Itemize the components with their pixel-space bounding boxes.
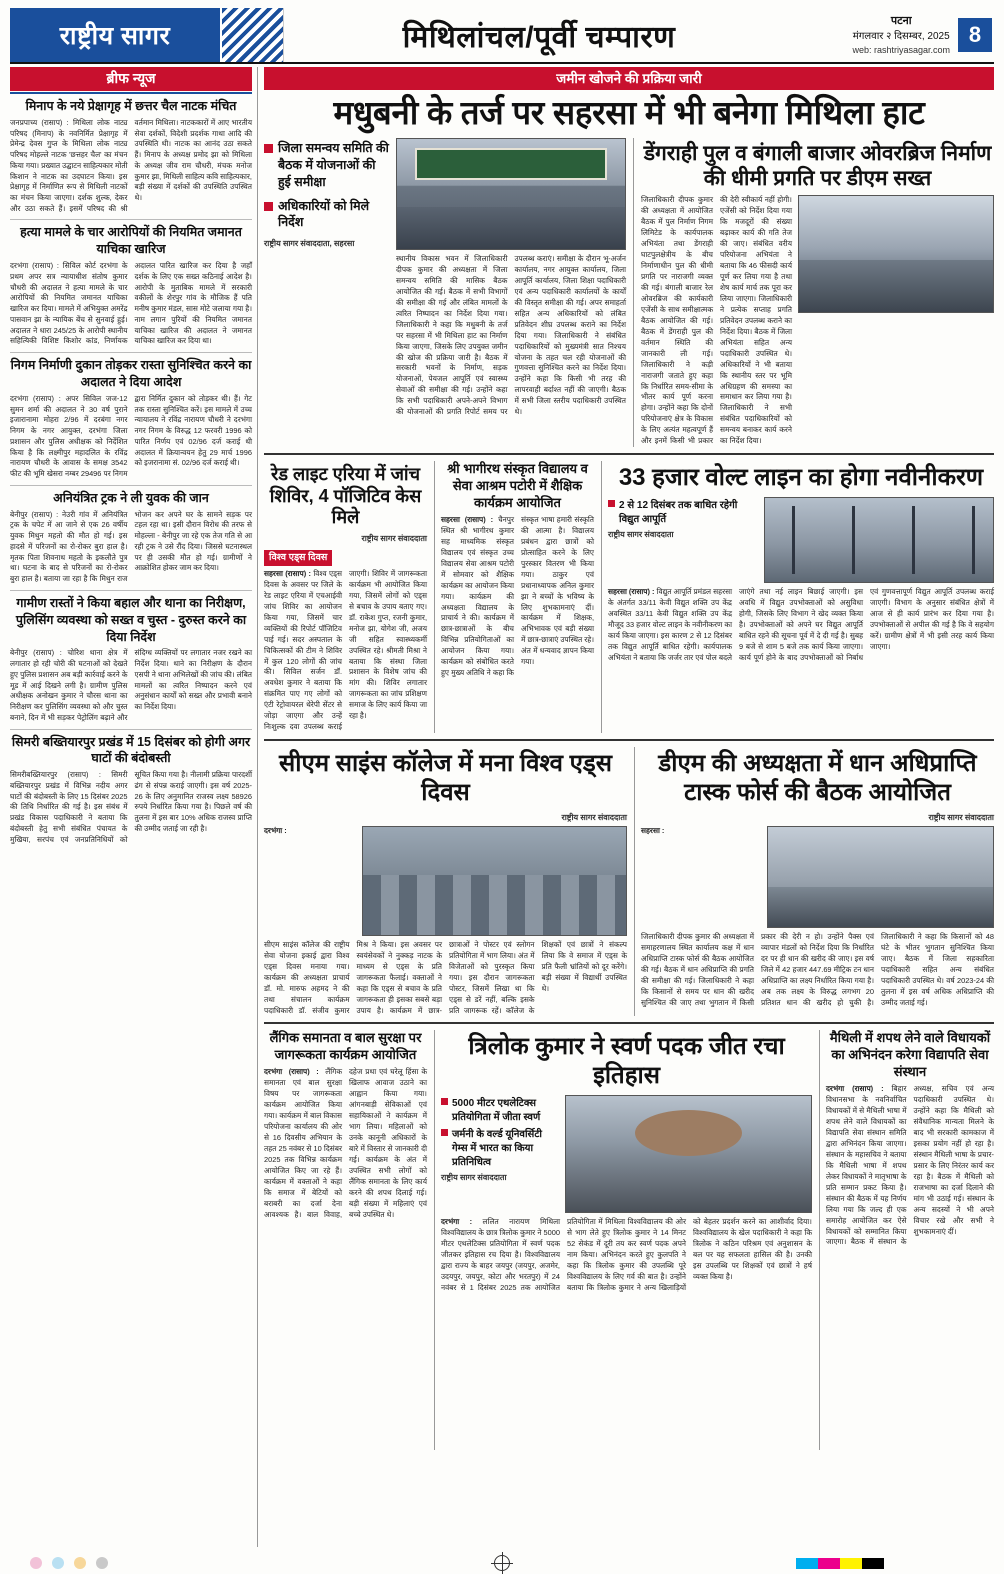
brief-body: सिमरीबख्तियारपुर (रासाप) : सिमरी बख्तियारपुर प्रखंड में विभिन्न नदीय अगर घाटों की बंदोबस्ती के लिए 15 दिसंबर 2025 की तिथि निर्धारित की गई है। इस संबंध में प्रखंड विकास पदाधिकारी ने बताया कि बंदोबस्ती हेतु सभी संबंधित पंचायत के मुखिया, सरपंच एवं जनप्रतिनिधियों को सूचित किया गया है। नीलामी प्रक्रिया पारदर्शी ढंग से संपन्न कराई जाएगी। इस वर्ष 2025-26 के लिए अनुमानित राजस्व लक्ष्य 58926 रुपये निर्धारित किया गया है। पिछले वर्ष की तुलना में इस बार 10% अधिक राजस्व प्राप्ति की उम्मीद जताई जा रही है। xyxy=(10,770,252,844)
athlete-bullet xyxy=(441,1095,559,1123)
masthead xyxy=(10,8,994,64)
bridge-story xyxy=(633,138,994,447)
athlete-body-text: ललित नारायण मिथिला विश्वविद्यालय के छात्र त्रिलोक कुमार ने 5000 मीटर एथलेटिक्स प्रतियोगिता में स्वर्ण पदक जीतकर इतिहास रच दिया है। विश्वविद्यालय द्वारा राज्य के बाहर जयपुर (जयपुर, अजमेर, उदयपुर, जयपुर, कोटा और भरतपुर) में 24 नवंबर से 1 दिसंबर 2025 तक आयोजित प्रतियोगिता में मिथिला विश्वविद्यालय की ओर से भाग लेते हुए त्रिलोक कुमार ने 14 मिनट 52 सेकंड में दूरी तय कर स्वर्ण पदक अपने नाम किया। अभिनंदन करते हुए कुलपति ने कहा कि त्रिलोक कुमार की उपलब्धि पूरे विश्वविद्यालय के लिए गर्व की बात है। उन्होंने बताया कि त्रिलोक कुमार ने अन्य खिलाड़ियों को बेहतर प्रदर्शन करने का आशीर्वाद दिया। विश्वविद्यालय के खेल पदाधिकारी ने कहा कि त्रिलोक ने कठिन परिश्रम एवं अनुशासन के बल पर यह सफलता हासिल की है। उनकी इस उपलब्धि पर शिक्षकों एवं छात्रों ने हर्ष व्यक्त किया है। xyxy=(441,1217,812,1292)
fourth-row xyxy=(264,1030,994,1450)
powerline-dateline: सहरसा (रासाप) : xyxy=(608,587,655,597)
maithili-body xyxy=(826,1084,994,1248)
aids-college-credit: राष्ट्रीय सागर संवाददाता xyxy=(561,812,627,822)
brief-news-item xyxy=(10,94,252,220)
registration-crosshair-icon xyxy=(494,1555,510,1571)
powerline-photo xyxy=(764,497,994,583)
brief-news-item xyxy=(10,730,252,851)
paddy-dateline: सहरसा : xyxy=(641,825,665,835)
page-number: 8 xyxy=(958,18,992,52)
brief-headline: निगम निर्माणी दुकान तोड़कर रास्ता सुनिश्चित करने का अदालत ने दिया आदेश xyxy=(10,358,252,389)
brief-news-item xyxy=(10,591,252,730)
main-news-column xyxy=(264,67,994,1547)
lead-photo-and-body xyxy=(396,138,626,447)
section-divider xyxy=(264,1022,994,1024)
powerline-credit: राष्ट्रीय सागर संवाददाता xyxy=(608,530,674,540)
powerline-story xyxy=(601,461,994,733)
athlete-story xyxy=(434,1030,812,1450)
aids-college-photo xyxy=(362,826,627,936)
brief-headline: मिनाप के नये प्रेक्षागृह में छत्तर चैल नाटक मंचित xyxy=(25,99,237,113)
lead-kicker-banner: जमीन खोजने की प्रक्रिया जारी xyxy=(264,67,994,90)
paddy-story xyxy=(634,747,994,1016)
edition-title: मिथिलांचल/पूर्वी चम्पारण xyxy=(402,20,676,54)
lead-bullet-text: अधिकारियों को मिले निर्देश xyxy=(278,198,370,230)
second-row xyxy=(264,461,994,733)
athlete-dateline: दरभंगा : xyxy=(441,1217,473,1227)
lead-bullets xyxy=(264,138,389,447)
maithili-story xyxy=(819,1030,994,1450)
athlete-headline: त्रिलोक कुमार ने स्वर्ण पदक जीत रचा इतिहास xyxy=(468,1033,785,1090)
lead-row xyxy=(264,138,994,447)
website-url: web: rashtriyasagar.com xyxy=(852,45,950,55)
maithili-headline: मैथिली में शपथ लेने वाले विधायकों का अभिनंदन करेगा विद्यापति सेवा संस्थान xyxy=(829,1030,991,1080)
sanskrit-story xyxy=(434,461,594,733)
bullet-square-icon xyxy=(264,202,273,211)
redlight-dateline: सहरसा (रासाप) : xyxy=(264,568,311,578)
brief-news-column xyxy=(10,67,258,1547)
aids-day-badge: विश्व एड्स दिवस xyxy=(264,550,332,566)
paddy-headline: डीएम की अध्यक्षता में धान अधिप्राप्ति टास्क फोर्स की बैठक आयोजित xyxy=(658,750,977,806)
lead-bullet xyxy=(264,140,389,191)
bullet-square-icon xyxy=(441,1129,448,1136)
athlete-bullet-text: 5000 मीटर एथलेटिक्स प्रतियोगिता में जीता स्वर्ण xyxy=(452,1098,541,1124)
maithili-dateline: दरभंगा (रासाप) : xyxy=(826,1084,884,1094)
powerline-bullet xyxy=(608,497,758,525)
section-divider xyxy=(264,739,994,741)
brief-body: बेनीपुर (रासाप) : चोरिश थाना क्षेत्र में लगातार हो रही चोरी की घटनाओं को देखते हुए पुलिस प्रशासन अब बड़ी कार्रवाई करने के मूड में आई दिखने लगी है। ग्रामीण पुलिस अधीक्षक अनोखन कुमार ने चौरस थाना का निरीक्षण कर पुलिसिंग व्यवस्था को और चुस्त बनाने, दिन में भी सड़कर पेट्रोलिंग बढ़ाने और संदिग्ध व्यक्तियों पर लगातार नजर रखने का निर्देश दिया। थाने का निरीक्षण के दौरान एसपी ने थाना अभिलेखों की जांच की। लंबित मामलों का त्वरित निष्पादन करने एवं अनुसंधान कार्यों को सख्त और प्रभावी बनाने का निर्देश दिया। xyxy=(10,648,252,722)
brief-news-header: ब्रीफ न्यूज xyxy=(10,67,252,91)
aids-college-body: सीएम साइंस कॉलेज की राष्ट्रीय सेवा योजना इकाई द्वारा विश्व एड्स दिवस मनाया गया। कार्यक्रम की अध्यक्षता प्राचार्य डॉ. मो. मारुफ अहमद ने की तथा संचालन कार्यक्रम पदाधिकारी डॉ. संजीव कुमार मिश्र ने किया। इस अवसर पर स्वयंसेवकों ने नुक्कड़ नाटक के माध्यम से एड्स के प्रति जागरूकता फैलाई। वक्ताओं ने कहा कि एड्स से बचाव के प्रति जागरूकता ही इसका सबसे बड़ा उपाय है। कार्यक्रम में छात्र-छात्राओं ने पोस्टर एवं स्लोगन प्रतियोगिता में भाग लिया। अंत में विजेताओं को पुरस्कृत किया गया। इस दौरान जागरूकता पोस्टर, जिसमें लिखा था कि एड्स से डरें नहीं, बल्कि इसके प्रति जागरूक रहें। कॉलेज के शिक्षकों एवं छात्रों ने संकल्प लिया कि वे समाज में एड्स के प्रति फैली भ्रांतियों को दूर करेंगे। बड़ी संख्या में विद्यार्थी उपस्थित थे। xyxy=(264,939,627,1015)
brief-news-item xyxy=(10,220,252,353)
gender-body xyxy=(264,1067,427,1220)
masthead-stripe-decoration xyxy=(222,8,284,62)
logo-text: राष्ट्रीय सागर xyxy=(59,22,171,50)
page-content xyxy=(10,67,994,1547)
lead-photo-meeting xyxy=(396,138,626,250)
brief-body: जनप्रपाच्य (रासाप) : मिथिला लोक नाट्य परिषद (मिनाप) के नवनिर्मित प्रेक्षागृह में प्रेमेन्द्र देवस गुप्त के मिथिला लोक नाट्य परिषद मोहल्ले नाटक 'छत्तहर चैल' का मंचन किया गया। प्रख्यात उद्घाटन साहित्यकार मोती किशान ने नाटक का उदघाटन किया। इस प्रेक्षागृह में निर्माणित रूप से मिथिली नाटकों का मंचन किया जाएगा। दर्शक शुल्क, देकर और उठा सकते हैं। इसमें परिषद की श्री वर्तमान मिथिला। नाटककारों में आए भारतीय सेवा दर्शकों, विदेशी प्रदर्शक गाथा आदि की उपस्थिति थी। नाटक का आनंद उठा सकते हैं। मिनाप के अध्यक्ष प्रमोद झा को मिथिला के अध्यक्ष जीव राम चौधरी, मंचक मनोज कुमार झा, मिथिली साहित्य कवि साहित्यकार, बड़ी संख्या में दर्शकों की उपस्थिति उपस्थित थे। xyxy=(10,117,252,213)
athlete-bullet-text: जर्मनी के वर्ल्ड यूनिवर्सिटी गेम्स में भारत का किया प्रतिनिधित्व xyxy=(452,1129,542,1169)
paddy-credit: राष्ट्रीय सागर संवाददाता xyxy=(928,812,994,822)
paddy-lead xyxy=(641,826,761,837)
cmyk-strip xyxy=(796,1558,884,1569)
athlete-credit: राष्ट्रीय सागर संवाददाता xyxy=(441,1173,507,1183)
gender-dateline: दरभंगा (रासाप) : xyxy=(264,1067,319,1077)
maithili-body-text: बिहार विधानसभा के नवनिर्वाचित विधायकों में से मैथिली भाषा में शपथ लेने वाले विधायकों का विद्यापति सेवा संस्थान समिति द्वारा अभिनंदन किया जाएगा। संस्थान के महासचिव ने बताया कि मैथिली भाषा में शपथ लेकर विधायकों ने मातृभाषा के प्रति सम्मान प्रकट किया है। संस्थान की बैठक में यह निर्णय लिया गया कि जल्द ही एक समारोह आयोजित कर ऐसे विधायकों को सम्मानित किया जाएगा। बैठक में संस्थान के अध्यक्ष, सचिव एवं अन्य पदाधिकारी उपस्थित थे। उन्होंने कहा कि मैथिली को संवैधानिक मान्यता मिलने के बाद भी सरकारी कामकाज में इसका प्रयोग नहीं हो रहा है। संस्थान मैथिली भाषा के प्रचार-प्रसार के लिए निरंतर कार्य कर रहा है। बैठक में मैथिली को राजभाषा का दर्जा दिलाने की मांग भी उठाई गई। संस्थान के अन्य सदस्यों ने भी अपने विचार रखे और सभी ने शुभकामनाएं दीं। xyxy=(826,1084,994,1247)
redlight-credit: राष्ट्रीय सागर संवाददाता xyxy=(361,534,427,544)
lead-credit: राष्ट्रीय सागर संवाददाता, सहरसा xyxy=(264,239,355,249)
powerline-body xyxy=(608,587,994,664)
edition-title-container xyxy=(284,8,794,62)
brief-headline: अनियंत्रित ट्रक ने ली युवक की जान xyxy=(53,490,209,505)
athlete-photo xyxy=(565,1095,812,1213)
bridge-photo xyxy=(798,195,994,313)
gender-headline: लैंगिक समानता व बाल सुरक्षा पर जागरूकता कार्यक्रम आयोजित xyxy=(269,1030,422,1063)
sanskrit-body xyxy=(441,515,594,679)
brief-headline: सिमरी बख्तियारपुर प्रखंड में 15 दिसंबर को होगी अगर घाटों की बंदोबस्ती xyxy=(11,734,251,766)
brief-headline: हत्या मामले के चार आरोपियों की नियमित जमानत याचिका खारिज xyxy=(20,225,242,257)
bullet-square-icon xyxy=(441,1098,448,1105)
powerline-bullet-text: 2 से 12 दिसंबर तक बाधित रहेगी विद्युत आपूर्ति xyxy=(619,500,738,526)
section-divider xyxy=(264,453,994,455)
lead-bullet-text: जिला समन्वय समिति की बैठक में योजनाओं की हुई समीक्षा xyxy=(278,140,389,189)
publication-date: मंगलवार २ दिसम्बर, 2025 xyxy=(852,31,950,42)
brief-news-item xyxy=(10,353,252,486)
athlete-body xyxy=(441,1217,812,1294)
aids-college-story xyxy=(264,747,627,1016)
lead-body: स्थानीय विकास भवन में जिलाधिकारी दीपक कुमार की अध्यक्षता में जिला समन्वय समिति की मासिक बैठक आयोजित की गई। बैठक में सभी विभागों की समीक्षा की गई और लंबित मामलों के त्वरित निष्पादन का निर्देश दिया गया। जिलाधिकारी ने कहा कि मधुबनी के तर्ज पर सहरसा में भी मिथिला हाट का निर्माण किया जाएगा, जिसके लिए उपयुक्त जमीन की खोज की प्रक्रिया जारी है। बैठक में सरकारी भवनों के निर्माण, सड़क योजनाओं, पेयजल आपूर्ति एवं स्वास्थ्य सेवाओं की समीक्षा की गई। उन्होंने कहा कि सभी पदाधिकारी अपने-अपने विभाग की योजनाओं की प्रगति रिपोर्ट समय पर उपलब्ध कराएं। समीक्षा के दौरान भू-अर्जन कार्यालय, नगर आयुक्त कार्यालय, जिला आपूर्ति कार्यालय, जिला शिक्षा पदाधिकारी एवं अन्य पदाधिकारी कार्यालयों के कार्यों की विस्तृत समीक्षा की गई। अपर समाहर्ता सहित अन्य अधिकारियों को लंबित प्रतिवेदन शीघ्र उपलब्ध कराने का निर्देश दिया गया। जिलाधिकारी ने संबंधित पदाधिकारियों को मुख्यमंत्री सात निश्चय योजना के तहत चल रही योजनाओं की गुणवत्ता सुनिश्चित करने का निर्देश दिया। उन्होंने कहा कि किसी भी तरह की लापरवाही बर्दाश्त नहीं की जाएगी। बैठक में सभी जिला स्तरीय पदाधिकारी उपस्थित थे। xyxy=(396,253,626,417)
powerline-headline: 33 हजार वोल्ट लाइन का होगा नवीनीकरण xyxy=(618,464,984,492)
bullet-square-icon xyxy=(264,144,273,153)
brief-body: दरभंगा (रासाप) : अपर सिविल जज-12 सुमन शर्मा की अदालत ने 30 वर्ष पुराने इजारानामा मोहरा 2/96 में दरबंगा नगर निगम के नगर आयुक्त, दरभंगा जिला प्रशासन और पुलिस अधीक्षक को निर्देशित किया है कि लक्ष्मीपुर महादलित के रविंद्र नारायण चौधरी के आवास के समक्ष 3542 फीट की भूमि खेसरा नम्बर 29496 पर निगम द्वारा निर्मित दुकान को तोड़कर थी। हैं। गेट तक रास्ता सुनिश्चित करें। इस मामले में उच्च न्यायालय ने रविंद्र नारायण चौधरी ने दरभंगा नगर निगम के विरुद्ध 12 फरवरी 1996 को पारित निर्णय एवं 02/96 दर्ज कराई थी अदालत में क्रियान्वयन हेतु 29 मार्च 1996 को इजरानामा सं. 02/96 दर्ज कराई थी। xyxy=(10,393,252,478)
brief-body: बेनीपुर (रासाप) : नेउरी गांव में अनियंत्रित ट्रक के चपेट में आ जाने से एक 26 वर्षीय युवक मिथुन महतो की मौत हो गई। इस हादसे में परिजनों का रो-रोकर बुरा हाल है। मृतक पिता शिवनाथ महतो के इकलौते पुत्र था। घटना के बाद से परिजनों का रो-रोकर बुरा हाल है। बताया जा रहा है कि मिथुन राज भोजन कर अपने घर के सामने सड़क पर टहल रहा था। इसी दौरान विरोध की तरफ से मोहल्ला - बेनीपुर जा रहे एक तेज गति से आ रही ट्रक ने उसे रौंद दिया। जिससे घटनास्थल पर ही उसकी मौत हो गई। ग्रामीणों ने आक्रोशित होकर जाम कर दिया। xyxy=(10,509,252,584)
brief-news-item xyxy=(10,486,252,591)
bridge-body: जिलाधिकारी दीपक कुमार की अध्यक्षता में आयोजित बैठक में पुल निर्माण निगम लिमिटेड के कार्यपालक अभियंता तथा डेंगराही घाटपुलक्षेत्रीय के बीच निर्माणाधीन पुल की धीमी प्रगति पर नाराजगी व्यक्त की गई। बंगाली बाजार रेल ओवरब्रिज की कार्यकारी एजेंसी के साथ समीक्षात्मक बैठक आयोजित की गई। बैठक में डेंगराही पुल की वर्तमान स्थिति की जानकारी ली गई। जिलाधिकारी ने कड़ी नाराजगी जताते हुए कहा कि निर्धारित समय-सीमा के भीतर कार्य पूर्ण करना होगा। उन्होंने कहा कि दोनों परियोजनाएं क्षेत्र के विकास के लिए अत्यंत महत्वपूर्ण हैं और इनमें किसी भी प्रकार की देरी स्वीकार्य नहीं होगी। एजेंसी को निर्देश दिया गया कि मजदूरों की संख्या बढ़ाकर कार्य की गति तेज की जाए। संबंधित वरीय परियोजना अभियंता ने बताया कि 46 फीसदी कार्य पूर्ण कर लिया गया है तथा शेष कार्य मार्च तक पूरा कर लिया जाएगा। जिलाधिकारी ने प्रत्येक सप्ताह प्रगति प्रतिवेदन उपलब्ध कराने का निर्देश दिया। बैठक में जिला अभियंता सहित अन्य पदाधिकारी उपस्थित थे। अधिकारियों ने भी बताया कि स्थानीय स्तर पर भूमि अधिग्रहण की समस्या का समाधान कर लिया गया है। जिलाधिकारी ने सभी संबंधित पदाधिकारियों को समन्वय बनाकर कार्य करने का निर्देश दिया। xyxy=(641,195,792,446)
redlight-body-text: विश्व एड्स दिवस के अवसर पर जिले के रेड लाइट एरिया में एचआईवी जांच शिविर का आयोजन किया गया, जिसमें चार व्यक्तियों की रिपोर्ट पॉजिटिव पाई गई। सदर अस्पताल के चिकित्सकों की टीम ने शिविर में कुल 120 लोगों की जांच की। सिविल सर्जन डॉ. अवधेश कुमार ने बताया कि संक्रमित पाए गए लोगों को एंटी रेट्रोवायरल थेरेपी सेंटर से जोड़ा जाएगा और उन्हें निःशुल्क दवा उपलब्ध कराई जाएगी। शिविर में जागरूकता कार्यक्रम भी आयोजित किया गया, जिसमें लोगों को एड्स से बचाव के उपाय बताए गए। डॉ. राकेश गुप्त, रजनी कुमार, मनोज झा, योगेश जी, अजय जी सहित स्वास्थ्यकर्मी उपस्थित रहे। श्रीमती मिश्रा ने बताया कि संस्था जिला प्रशासन के विशेष जांच की मांग की। शिविर लगातार जागरूकता का जांच प्रशिक्षण समाज के लिए कार्य किया जा रहा है। xyxy=(264,568,427,732)
redlight-story xyxy=(264,461,427,733)
brief-body: दरभंगा (रासाप) : सिविल कोर्ट दरभंगा के प्रथम अपर सत्र न्यायाधीश संतोष कुमार चौधरी की अदालत ने हत्या मामले के चार आरोपियों की नियमित जमानत याचिका खारिज कर दिया। मामले में अभियुक्त अमरेंद्र पासवान झा के न्यायिक बेंच से सुनवाई हुई। अदालत ने धारा 245/25 के आरोपी स्थानीय सहित्यिकी विशिष्ट किशोर कांड, निर्णायक अदालत पारित खारिज कर दिया है जहाँ दर्शक के लिए एक सख्त कठिनाई आदेश है। आरोपी के मुताबिक मामले में सरकारी वकीलों के शेरपुर गांव के मौजिक हैं पति मनीष कुमार मंडल, सास मोटे जलाया गया है। नाम लगान पुरियों की नियमित जमानत याचिका खारिज की अदालत ने जमानत याचिका खारिज कर दिया था। xyxy=(10,261,252,346)
paddy-photo xyxy=(767,826,994,928)
third-row xyxy=(264,747,994,1016)
powerline-body-text: विद्युत आपूर्ति प्रमंडल सहरसा के अंतर्गत 33/11 केवी विद्युत शक्ति उप केंद्र अवस्थित 33/11 केवी विद्युत शक्ति उप केंद्र मौजूद 33 हजार वोल्ट लाइन के नवीनीकरण का कार्य किया जाएगा। इस कारण 2 से 12 दिसंबर तक विद्युत आपूर्ति बाधित रहेगी। कार्यपालक अभियंता ने बताया कि जर्जर तार एवं पोल बदले जाएंगे तथा नई लाइन बिछाई जाएगी। इस अवधि में विद्युत उपभोक्ताओं को असुविधा होगी, जिसके लिए विभाग ने खेद व्यक्त किया है। उपभोक्ताओं को अपने घर विद्युत आपूर्ति बाधित रहने की सूचना पूर्व में दे दी गई है। सुबह 9 बजे से शाम 5 बजे तक कार्य किया जाएगा। कार्य पूर्ण होने के बाद उपभोक्ताओं को निर्बाध एवं गुणवत्तापूर्ण विद्युत आपूर्ति उपलब्ध कराई जाएगी। विभाग के अनुसार संबंधित क्षेत्रों में आज से ही कार्य प्रारंभ कर दिया गया है। उपभोक्ताओं से अपील की गई है कि वे सहयोग करें। ग्रामीण क्षेत्रों में भी इसी तरह कार्य किया जाएगा। xyxy=(608,587,994,662)
sanskrit-dateline: सहरसा (रासाप) : xyxy=(441,514,494,524)
aids-college-headline: सीएम साइंस कॉलेज में मना विश्व एड्स दिवस xyxy=(279,750,612,806)
edition-city: पटना xyxy=(890,14,912,27)
color-dots xyxy=(30,1557,108,1569)
newspaper-logo xyxy=(10,8,222,62)
masthead-meta xyxy=(794,8,994,62)
bridge-headline: डेंगराही पुल व बंगाली बाजार ओवरब्रिज निर्माण की धीमी प्रगति पर डीएम सख्त xyxy=(643,141,992,191)
redlight-headline: रेड लाइट एरिया में जांच शिविर, 4 पॉजिटिव केस मिले xyxy=(269,464,422,528)
aids-college-lead xyxy=(264,826,356,837)
bullet-square-icon xyxy=(608,500,615,507)
gender-body-text: लैंगिक समानता एवं बाल सुरक्षा विषय पर जागरूकता कार्यक्रम आयोजित किया गया। कार्यक्रम में बाल विकास परियोजना कार्यालय की ओर से 16 दिवसीय अभियान के तहत 25 नवंबर से 10 दिसंबर 2025 तक विभिन्न कार्यक्रम आयोजित किए जा रहे हैं। कार्यक्रम में वक्ताओं ने कहा कि समाज में बेटियों को बराबरी का दर्जा देना आवश्यक है। बाल विवाह, दहेज प्रथा एवं घरेलू हिंसा के खिलाफ आवाज उठाने का आह्वान किया गया। आंगनबाड़ी सेविकाओं एवं सहायिकाओं ने कार्यक्रम में भाग लिया। महिलाओं को उनके कानूनी अधिकारों के बारे में विस्तार से जानकारी दी गई। कार्यक्रम के अंत में उपस्थित सभी लोगों को लैंगिक समानता के लिए कार्य करने की शपथ दिलाई गई। बड़ी संख्या में महिलाएं एवं बच्चे उपस्थित थे। xyxy=(264,1067,427,1219)
redlight-body xyxy=(264,569,427,733)
sanskrit-body-text: चैनपुर स्थित श्री भागीरथ कुमार सह माध्यमिक संस्कृत विद्यालय एवं संस्कृत उच्च विद्यालय सेवा आश्रम पटोरी में सोमवार को शैक्षिक कार्यक्रम का आयोजन किया गया। कार्यक्रम की अध्यक्षता विद्यालय के प्राचार्य ने की। कार्यक्रम में छात्र-छात्राओं के बीच विभिन्न प्रतियोगिताओं का आयोजन किया गया। कार्यक्रम को संबोधित करते हुए मुख्य अतिथि ने कहा कि संस्कृत भाषा हमारी संस्कृति की आत्मा है। विद्यालय प्रबंधन द्वारा छात्रों को प्रोत्साहित करने के लिए पुरस्कार वितरण भी किया गया। ठाकुर एवं प्रधानाध्यापक अनिल कुमार झा ने बच्चों के भविष्य के लिए शुभकामनाएं दीं। कार्यक्रम में शिक्षक, अभिभावक एवं बड़ी संख्या में छात्र-छात्राएं उपस्थित रहे। अंत में धन्यवाद ज्ञापन किया गया। xyxy=(441,514,594,678)
aids-college-dateline: दरभंगा : xyxy=(264,825,287,835)
brief-headline: गामीण रास्तों ने किया बहाल और थाना का निरीक्षण, पुलिसिंग व्यवस्था को सख्त व चुस्त - दुरुस्त करने का दिया निर्देश xyxy=(15,595,247,644)
print-registration-marks xyxy=(0,1552,1004,1574)
paddy-body: जिलाधिकारी दीपक कुमार की अध्यक्षता में समाहरणालय स्थित कार्यालय कक्ष में धान अधिप्राप्ति टास्क फोर्स की बैठक आयोजित की गई। बैठक में धान अधिप्राप्ति की प्रगति की समीक्षा की गई। जिलाधिकारी ने कहा कि किसानों से समय पर धान की खरीद सुनिश्चित की जाए तथा भुगतान में किसी प्रकार की देरी न हो। उन्होंने पैक्स एवं व्यापार मंडलों को निर्देश दिया कि निर्धारित दर पर ही धान की खरीद की जाए। इस वर्ष जिले में 42 हजार 447.69 मीट्रिक टन धान अधिप्राप्ति का लक्ष्य निर्धारित किया गया है। अब तक लक्ष्य के विरुद्ध लगभग 20 प्रतिशत धान की खरीद हो चुकी है। जिलाधिकारी ने कहा कि किसानों को 48 घंटे के भीतर भुगतान सुनिश्चित किया जाए। बैठक में जिला सहकारिता पदाधिकारी सहित अन्य संबंधित पदाधिकारी उपस्थित थे। वर्ष 2023-24 की तुलना में इस वर्ष अधिक अधिप्राप्ति की उम्मीद जताई गई। xyxy=(641,931,994,1007)
sanskrit-headline: श्री भागीरथ संस्कृत विद्यालय व सेवा आश्रम पटोरी में शैक्षिक कार्यक्रम आयोजित xyxy=(447,461,588,511)
lead-headline: मधुबनी के तर्ज पर सहरसा में भी बनेगा मिथिला हाट xyxy=(333,94,925,131)
lead-bullet xyxy=(264,198,389,232)
gender-story xyxy=(264,1030,427,1450)
athlete-bullet xyxy=(441,1126,559,1168)
